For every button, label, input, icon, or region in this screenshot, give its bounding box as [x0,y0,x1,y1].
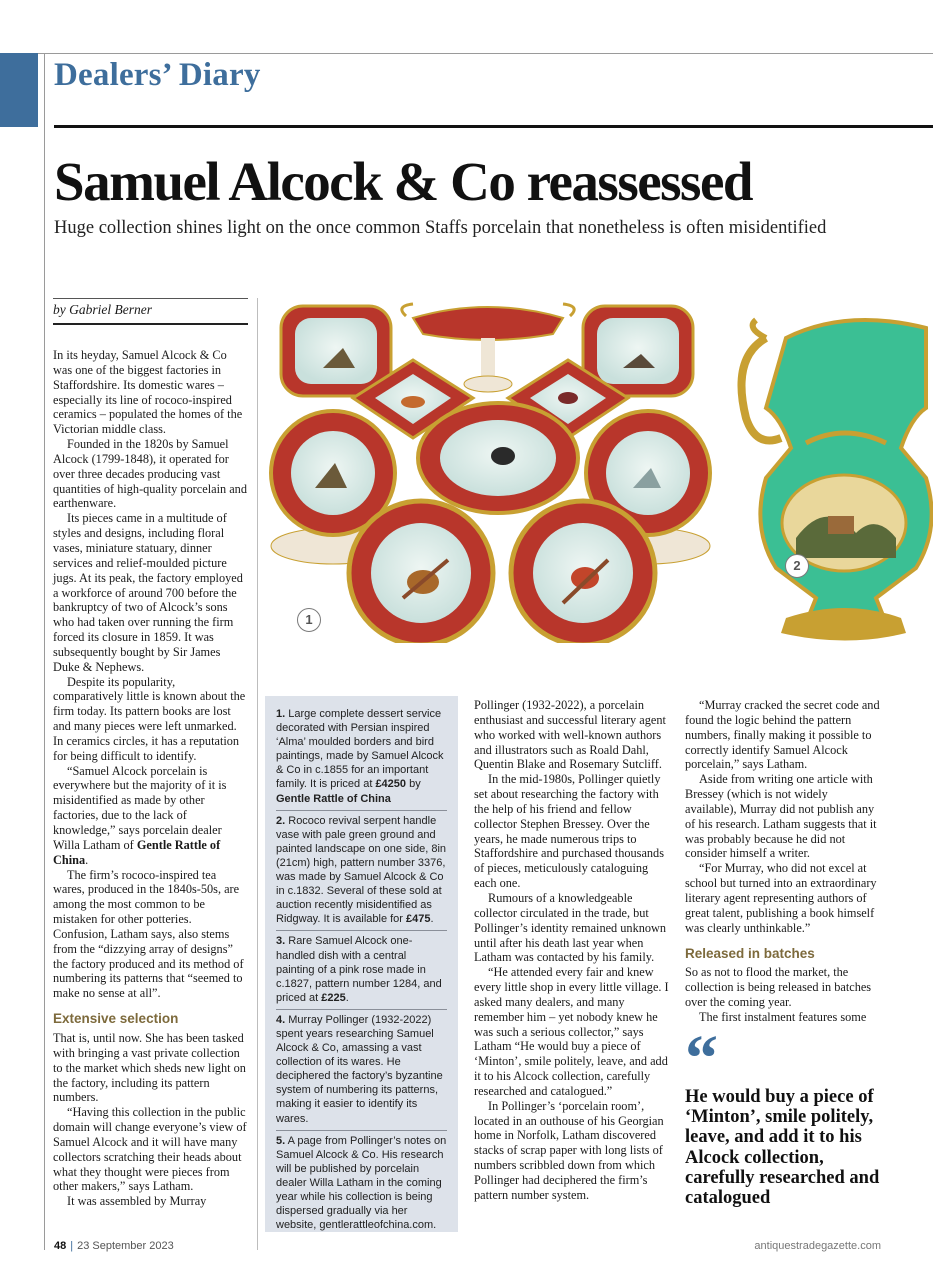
captions-panel [265,696,458,1232]
issue-date: 23 September 2023 [77,1240,174,1252]
subhead-released-in-batches: Released in batches [685,945,815,961]
paragraph: The first instalment features some [699,1009,867,1024]
caption-number: 4. [276,1013,286,1026]
caption-1 [276,704,447,811]
photo-serpent-vase [726,298,933,648]
paragraph: “For Murray, who did not excel at school but turned into an extraordinary literary agent representing authors of great talent, publishing a book himself was clearly unthinkable.” [685,861,877,935]
paragraph: That is, until now. She has been tasked with bringing a vast private collection to the market which sheds new light on the factory, including its pattern numbers. [53,1030,246,1105]
standfirst: Huge collection shines light on the once common Staffs porcelain that nonetheless is often misidentified [54,218,827,238]
top-rule [38,53,933,54]
plate-front-right [511,501,655,643]
caption-text: . [430,913,434,926]
caption-text: Murray Pollinger (1932-2022) spent years researching Samuel Alcock & Co, amassing a vast collection of its wares. He deciphered the factory’s byzantine system of numbering its patterns, making it easier to identify its wares. [276,1013,443,1125]
folio-separator: | [70,1240,74,1252]
caption-number: 1. [276,708,286,720]
serpent-vase-illustration [726,298,933,648]
paragraph: In the mid-1980s, Pollinger quietly set about researching the factory with the help of his friend and fellow collector Stephen Bressey. Over the years, he made numerous trips to Staffordshire and purchased thousands of pieces, meticulously cataloguing each one. [474,772,664,891]
paragraph: In its heyday, Samuel Alcock & Co was one of the biggest factories in Staffordshire. Its domestic wares – especially its line of rococo-inspired ceramics – populated the homes of the Victorian middle class. [53,348,243,437]
caption-text: Rare Samuel Alcock one-handled dish with a central painting of a pink rose made in c.1827, pattern number 1284, and priced at [276,935,442,1004]
section-title: Dealers’ Diary [54,57,261,93]
paragraph-text: . [85,852,89,867]
caption-3 [276,931,447,1009]
caption-text: Rococo revival serpent handle vase with pale green ground and painted landscape on one side, 8in (21cm) high, pattern number 3376, was made by Samuel Alcock & Co in c.1832. Several of these sold at auction recently misidentified as Ridgway. It is available for [276,814,447,926]
caption-number: 2. [276,814,286,827]
pull-quote: He would buy a piece of ‘Minton’, smile politely, leave, and add it to his Alcock collection, carefully researched and catalogued [685,1086,880,1209]
paragraph [53,764,248,868]
caption-5 [276,1131,447,1237]
photo-dessert-service [263,298,726,643]
article-column-3 [474,698,670,1203]
column-divider [257,298,258,1250]
column-4-body [685,698,881,1025]
caption-price: £4250 [375,778,407,791]
byline: by Gabriel Berner [53,298,248,325]
dealer-name: Gentle Rattle of China [53,837,221,867]
caption-price: £475 [406,913,431,926]
paragraph-text: “Samuel Alcock porcelain is everywhere but the majority of it is misidentified as made by other factories, due to the lack of knowledge,” says porcelain dealer Willa Latham of [53,763,227,852]
dessert-service-illustration [263,298,726,643]
article-column-1 [53,298,248,1209]
subhead-extensive-selection: Extensive selection [53,1011,179,1027]
title-rule [54,125,933,128]
left-rule [44,53,45,1250]
plate-front-left [349,501,493,643]
photo-number-1: 1 [297,608,321,632]
caption-price: £225 [321,991,346,1004]
square-dish-top-left [281,306,391,396]
folio [54,1240,174,1252]
column-1-body [53,348,248,1209]
caption-text: by [406,778,421,791]
paragraph: Pollinger (1932-2022), a porcelain enthusiast and successful literary agent who worked with well-known authors and illustrators such as Roald Dahl, Quentin Blake and Rosemary Sutcliff. [474,698,666,772]
photo-number-2: 2 [785,554,809,578]
caption-text: A page from Pollinger’s notes on Samuel Alcock & Co. His research will be published by porcelain dealer Willa Latham in the coming year while his collection is being dispersed gradually via her website, gentlerattleofchina.com. [276,1134,447,1232]
vase [742,320,932,641]
paragraph: So as not to flood the market, the collection is being released in batches over the coming year. [685,965,872,1010]
caption-number: 5. [276,1134,286,1147]
paragraph: Aside from writing one article with Bressey (which is not widely available), Murray did not publish any of his research. Latham suggests that it was probably because he did not consider himself a writer. [685,772,877,861]
page-number: 48 [54,1240,67,1252]
paragraph: Its pieces came in a multitude of styles and designs, including floral vases, miniature statuary, dinner services and relief-moulded picture jugs. At its peak, the factory employed a workforce of around 700 before the bankruptcy of two of Alcock’s sons who had taken over running the firm forced its closure in 1859. It was subsequently bought by Sir James Duke & Nephews. [53,511,243,674]
website: antiquestradegazette.com [754,1240,881,1252]
caption-2 [276,811,447,932]
paragraph: “He attended every fair and knew every little shop in every little village. I asked many dealers, and many remember him – yet nobody knew he was such a serious collector,” says Latham “He would buy a piece of ‘Minton’, smile politely, leave, and add it to his Alcock collection, carefully researched and catalogued.” [474,965,669,1098]
caption-text: . [345,991,349,1004]
paragraph: In Pollinger’s ‘porcelain room’, located in an outhouse of his Georgian home in Norfolk, Latham discovered stacks of scrap paper with long lists of numbers scribbled down from which Pollinger had deciphered the firm’s pattern number system. [474,1098,664,1202]
paragraph: Despite its popularity, comparatively little is known about the firm today. Its pattern books are lost and many pieces were left unmarked. In ceramics circles, it has a reputation for being difficult to identify. [53,674,246,763]
paragraph: Rumours of a knowledgeable collector circulated in the trade, but Pollinger’s identity remained unknown until after his death last year when Latham was contacted by his family. [474,890,667,965]
paragraph: Founded in the 1820s by Samuel Alcock (1799-1848), it operated for over three decades producing vast quantities of high-quality porcelain and earthenware. [53,437,247,511]
quote-mark-icon: “ [685,1021,718,1095]
headline: Samuel Alcock & Co reassessed [54,151,752,212]
section-color-tab [0,53,38,127]
caption-number: 3. [276,935,286,948]
paragraph: “Murray cracked the secret code and found the logic behind the pattern numbers, finally making it possible to correctly identify Samuel Alcock porcelain,” says Latham. [685,698,880,772]
article-column-4 [685,698,881,1209]
paragraph: “Having this collection in the public domain will change everyone’s view of Samuel Alcock and it will have many collectors scratching their heads about what they thought were pieces from other makers,” says Latham. [53,1105,247,1194]
caption-text: Large complete dessert service decorated with Persian inspired ‘Alma’ moulded borders and bird paintings, made by Samuel Alcock & Co in c.1855 for an important family. It is priced at [276,708,444,791]
caption-4 [276,1010,447,1131]
oval-dish-center [418,403,578,513]
paragraph: The firm’s rococo-inspired tea wares, produced in the 1840s-50s, are among the most common to be mistaken for other potteries. Confusion, Latham says, also stems from the “dizzying array of designs” the factory produced and its method of numbering its patterns that “seemed to make no sense at all”. [53,867,244,1001]
paragraph: It was assembled by Murray [67,1194,207,1209]
caption-dealer: Gentle Rattle of China [276,792,391,805]
